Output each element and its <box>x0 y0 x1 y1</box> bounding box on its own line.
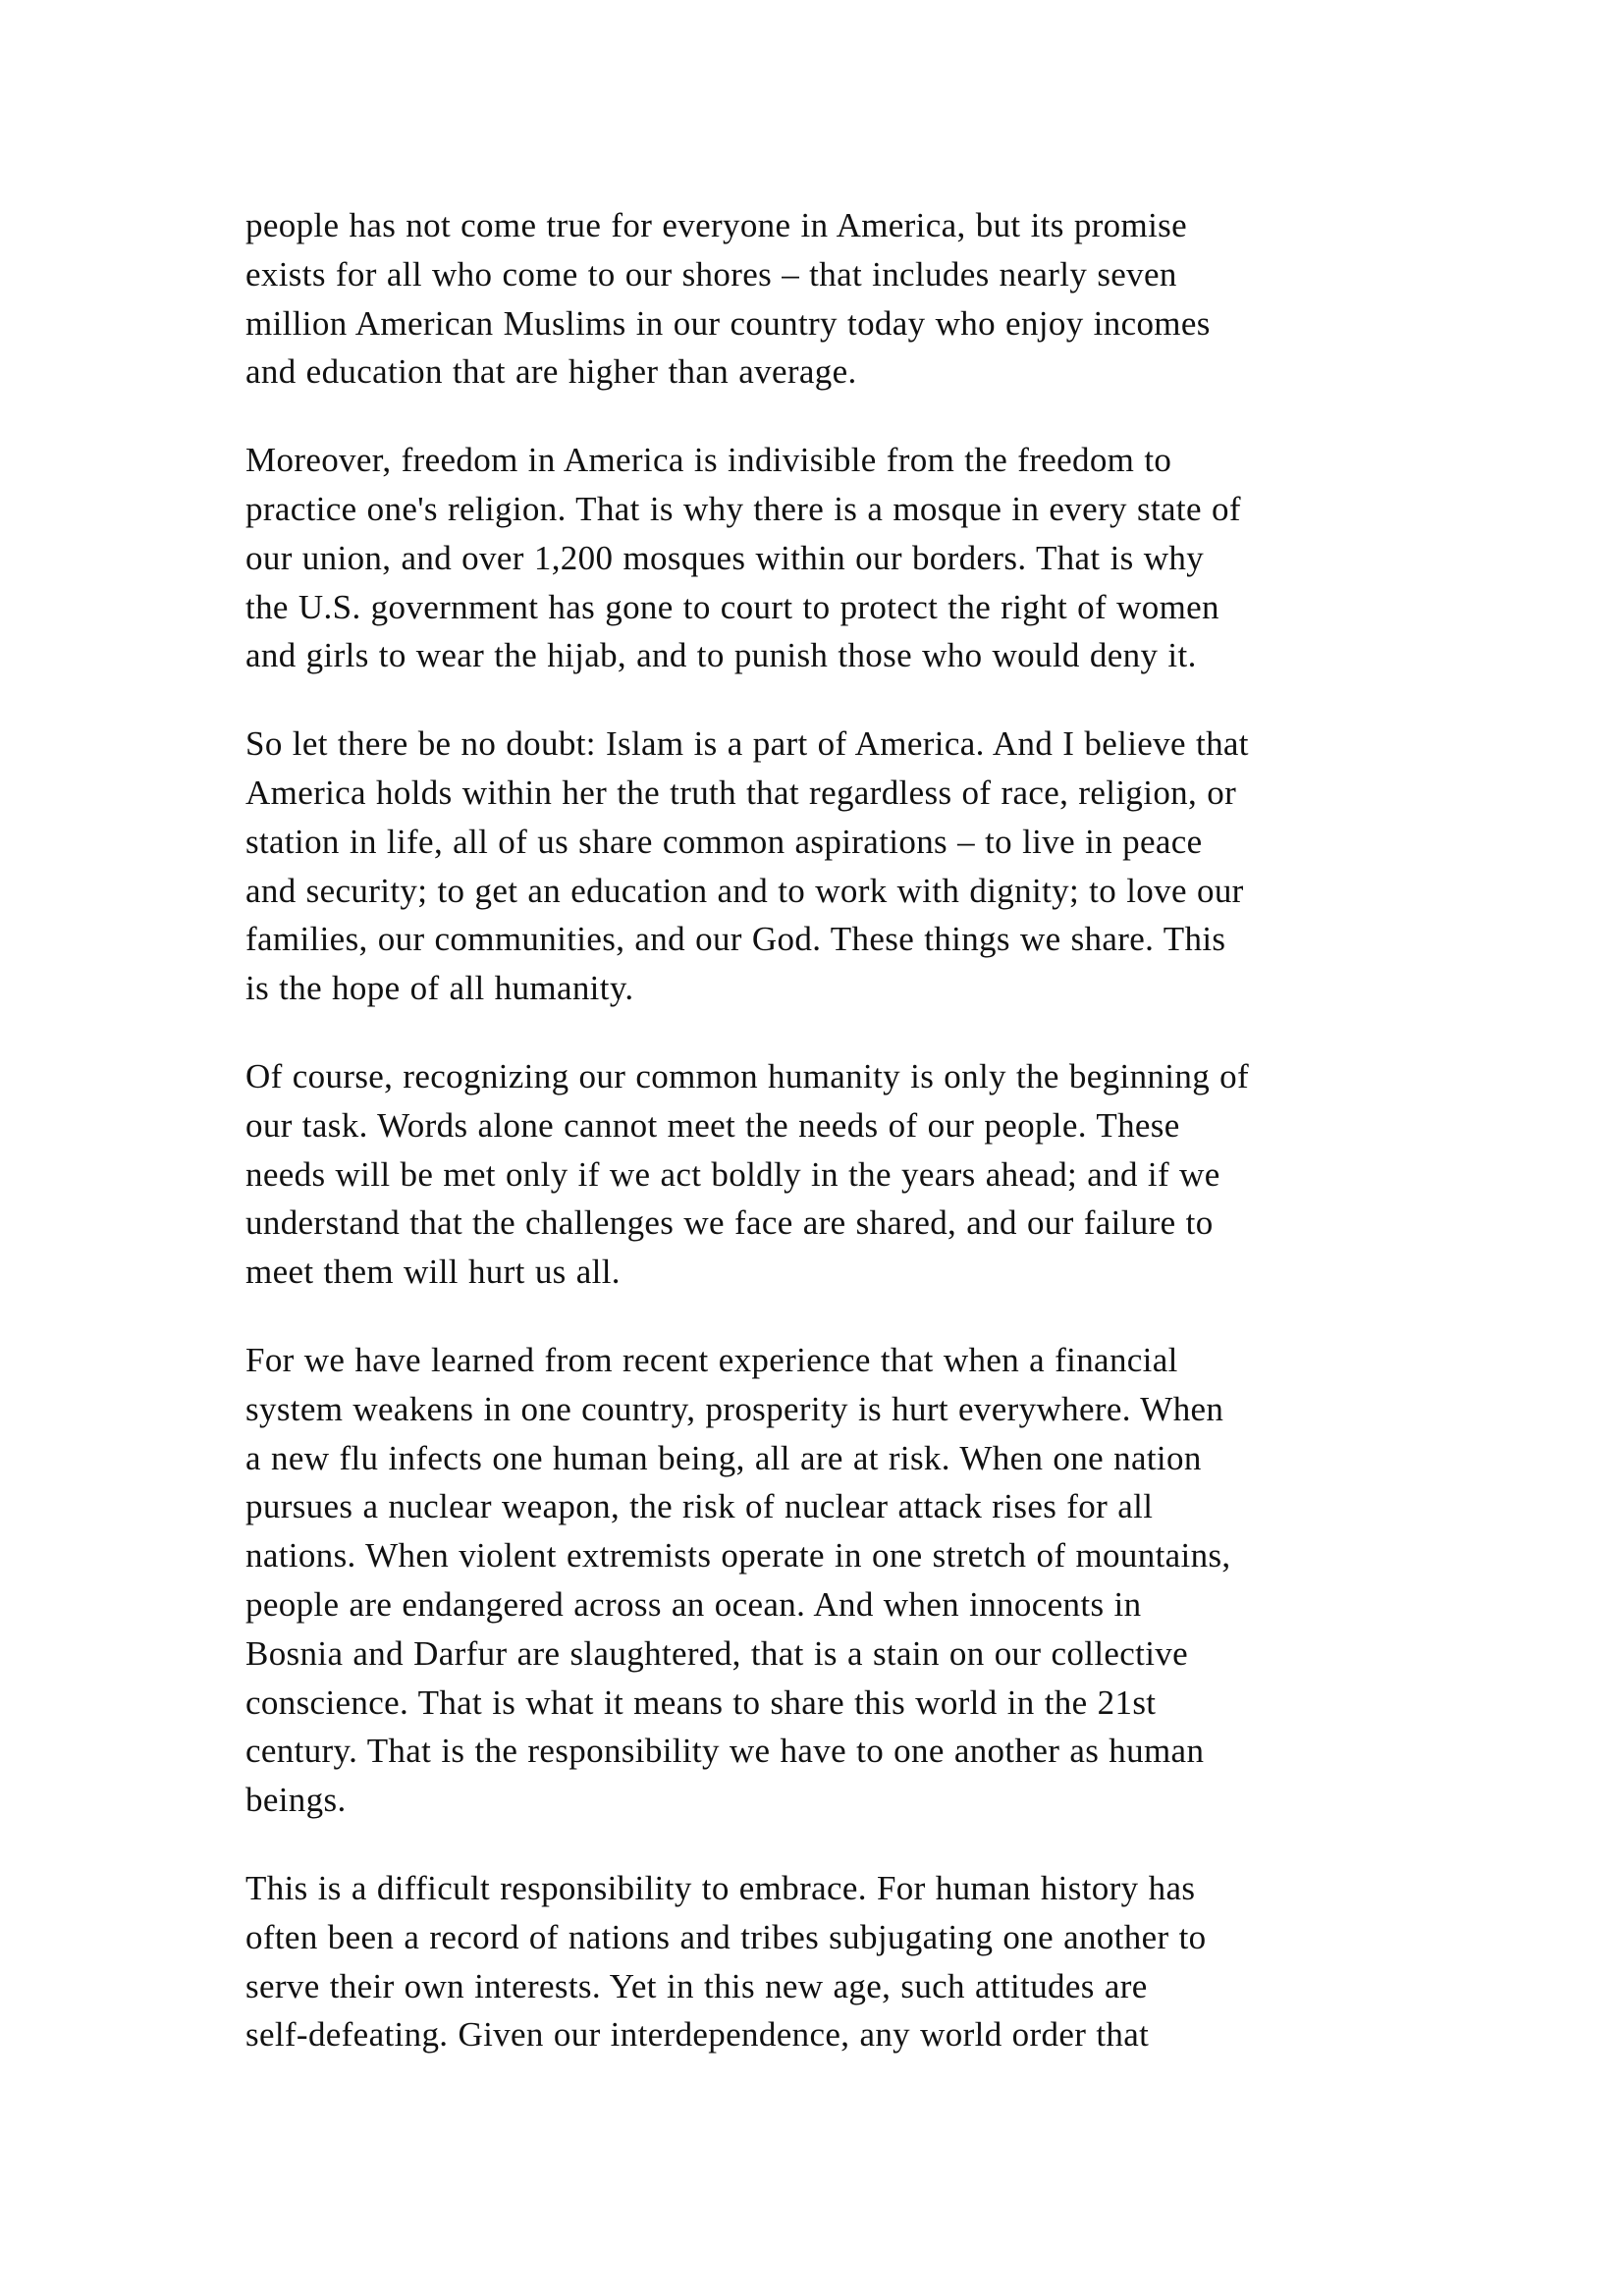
text-line: the U.S. government has gone to court to protect the right of women <box>245 587 1219 626</box>
text-line: station in life, all of us share common aspirations – to live in peace <box>245 822 1203 861</box>
text-line: families, our communities, and our God. These things we share. This <box>245 920 1226 959</box>
text-line: beings. <box>245 1781 347 1820</box>
text-line: nations. When violent extremists operate in one stretch of mountains, <box>245 1536 1231 1575</box>
text-line: practice one's religion. That is why there is a mosque in every state of <box>245 489 1241 528</box>
paragraph-6 <box>245 1864 1424 2059</box>
text-line: understand that the challenges we face are shared, and our failure to <box>245 1203 1214 1243</box>
paragraph-5 <box>245 1336 1424 1825</box>
text-line: pursues a nuclear weapon, the risk of nuclear attack rises for all <box>245 1487 1154 1526</box>
text-line: serve their own interests. Yet in this new age, such attitudes are <box>245 1966 1148 2005</box>
text-line: So let there be no doubt: Islam is a part of America. And I believe that <box>245 724 1249 764</box>
text-line: our union, and over 1,200 mosques within our borders. That is why <box>245 538 1205 577</box>
text-line: system weakens in one country, prosperity is hurt everywhere. When <box>245 1389 1224 1428</box>
text-line: Of course, recognizing our common humanity is only the beginning of <box>245 1056 1249 1095</box>
text-line: people are endangered across an ocean. And when innocents in <box>245 1584 1142 1624</box>
text-line: is the hope of all humanity. <box>245 969 634 1008</box>
text-line: a new flu infects one human being, all are at risk. When one nation <box>245 1438 1202 1477</box>
text-line: This is a difficult responsibility to embrace. For human history has <box>245 1868 1196 1907</box>
text-line: our task. Words alone cannot meet the needs of our people. These <box>245 1105 1180 1145</box>
text-line: Bosnia and Darfur are slaughtered, that is a stain on our collective <box>245 1633 1189 1673</box>
text-line: often been a record of nations and tribes subjugating one another to <box>245 1917 1207 1956</box>
paragraph-2 <box>245 436 1424 680</box>
text-line: and girls to wear the hijab, and to punish those who would deny it. <box>245 636 1197 675</box>
text-line: exists for all who come to our shores – that includes nearly seven <box>245 254 1177 294</box>
text-line: and education that are higher than average. <box>245 352 857 392</box>
text-line: America holds within her the truth that regardless of race, religion, or <box>245 773 1237 812</box>
text-line: needs will be met only if we act boldly in the years ahead; and if we <box>245 1154 1220 1194</box>
text-line: self-defeating. Given our interdependence, any world order that <box>245 2015 1150 2055</box>
text-line: and security; to get an education and to work with dignity; to love our <box>245 871 1244 910</box>
text-line: century. That is the responsibility we have to one another as human <box>245 1732 1205 1771</box>
text-line: people has not come true for everyone in America, but its promise <box>245 206 1188 244</box>
paragraph-1 <box>245 201 1424 397</box>
paragraph-4 <box>245 1052 1424 1297</box>
paragraph-3 <box>245 720 1424 1013</box>
text-line: Moreover, freedom in America is indivisible from the freedom to <box>245 441 1172 480</box>
text-line: million American Muslims in our country today who enjoy incomes <box>245 303 1211 343</box>
text-line: meet them will hurt us all. <box>245 1253 621 1292</box>
document-body <box>245 201 1424 2099</box>
text-line: conscience. That is what it means to share this world in the 21st <box>245 1682 1157 1722</box>
text-line: For we have learned from recent experience that when a financial <box>245 1340 1178 1379</box>
